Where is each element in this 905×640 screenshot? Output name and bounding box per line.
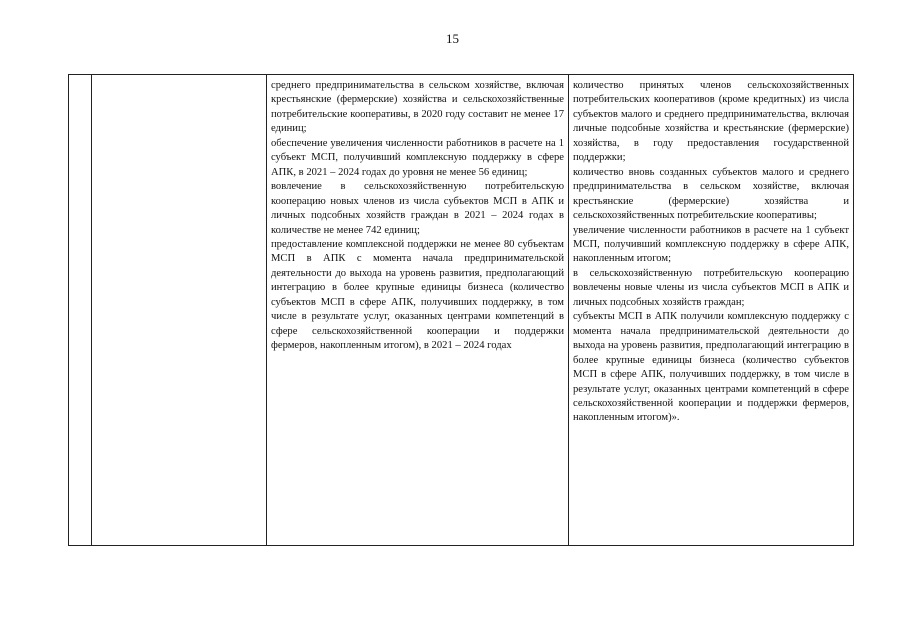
col-4-paragraph: увеличение численности работников в расчете на 1 субъект МСП, получивший комплексную поддержку в сфере АПК, накопленным итогом; xyxy=(573,224,849,265)
table-cell-col-2 xyxy=(92,75,267,546)
col-3-text xyxy=(267,75,568,354)
col-4-paragraph: субъекты МСП в АПК получили комплексную поддержку с момента начала предпринимательской деятельности до выхода на уровень развития, предполагающий интеграцию в более крупные единицы бизнеса (количество субъектов МСП в сфере АПК, получивших поддержку, в том числе в результате услуг, оказанных центрами компетенций в сфере сельскохозяйственной кооперации и поддержки фермеров, накопленным итогом)». xyxy=(573,311,849,424)
col-4-paragraph: количество вновь созданных субъектов малого и среднего предпринимательства в сельском хозяйстве, включая крестьянские (фермерские) хозяйства и сельскохозяйственных потребительские кооперативы; xyxy=(573,166,849,222)
table-cell-col-3 xyxy=(267,75,569,546)
col-3-paragraph: обеспечение увеличения численности работников в расчете на 1 субъект МСП, получивший комплексную поддержку в сфере АПК, в 2021 – 2024 годах до уровня не менее 56 единиц; xyxy=(271,137,564,178)
document-table xyxy=(68,74,854,546)
col-3-paragraph: среднего предпринимательства в сельском хозяйстве, включая крестьянские (фермерские) хозяйства и сельскохозяйственные потребительские кооперативы, в 2020 году составит не менее 17 единиц; xyxy=(271,80,564,135)
col-3-paragraph: предоставление комплексной поддержки не менее 80 субъектам МСП в АПК с момента начала предпринимательской деятельности до выхода на уровень развития, предполагающий интеграцию в более крупные единицы бизнеса (количество субъектов МСП в сфере АПК, получивших поддержку, в том числе в результате услуг, оказанных центрами компетенций в сфере сельскохозяйственной кооперации и поддержки фермеров, накопленным итогом), в 2021 – 2024 годах xyxy=(271,238,564,352)
table-cell-col-4 xyxy=(569,75,854,546)
table-cell-col-1 xyxy=(69,75,92,546)
col-4-text xyxy=(569,75,853,426)
col-4-paragraph: количество принятых членов сельскохозяйственных потребительских кооперативов (кроме кредитных) из числа субъектов малого и среднего предпринимательства, включая личные подсобные хозяйства и крестьянские (фермерские) хозяйства, в году предоставления государственной поддержки; xyxy=(573,80,849,164)
col-3-paragraph: вовлечение в сельскохозяйственную потребительскую кооперацию новых членов из числа субъектов МСП в АПК и личных подсобных хозяйств граждан в 2021 – 2024 годах в количестве не менее 742 единиц; xyxy=(271,181,564,236)
page-number: 15 xyxy=(446,31,459,46)
table-row xyxy=(69,75,854,546)
col-4-paragraph: в сельскохозяйственную потребительскую кооперацию вовлечены новые члены из числа субъектов МСП в АПК и личных подсобных хозяйств граждан; xyxy=(573,267,849,308)
